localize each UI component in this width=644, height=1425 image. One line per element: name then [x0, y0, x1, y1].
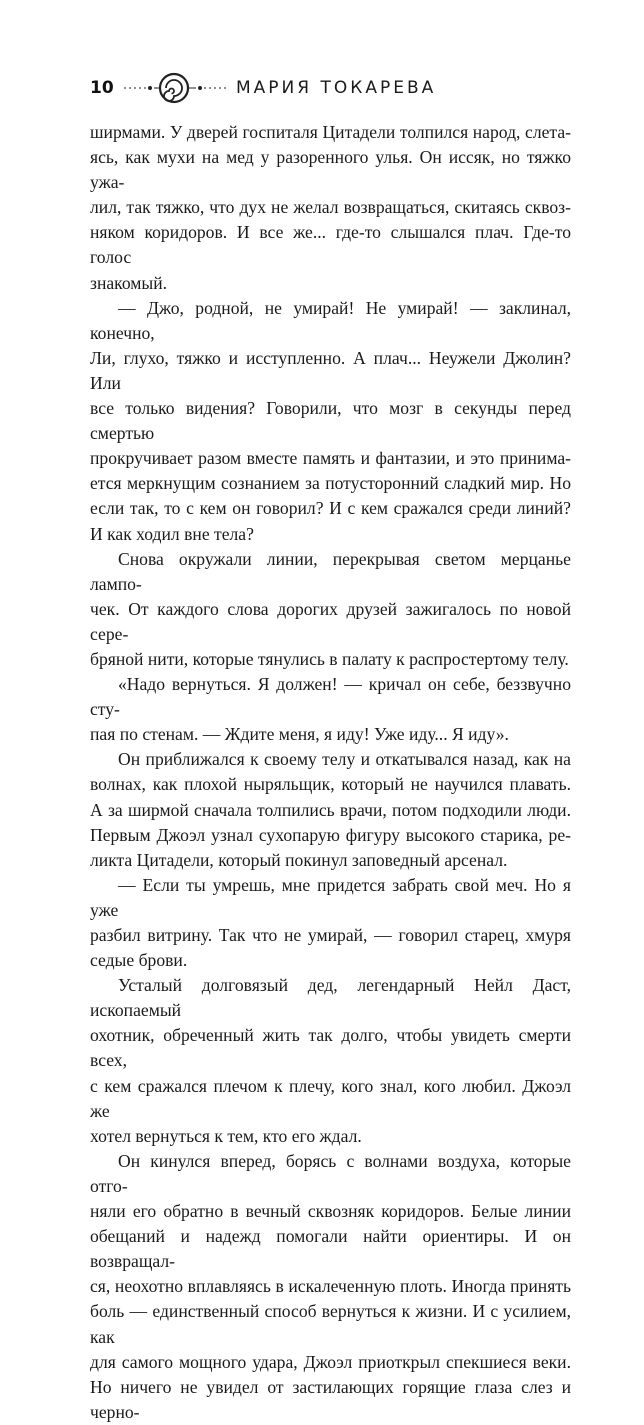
text-line: лил, так тяжко, что дух не желал возвращаться, скитаясь сквоз-	[90, 197, 571, 218]
text-line: Усталый долговязый дед, легендарный Нейл Даст, ископаемый	[90, 975, 571, 1021]
text-line: чек. От каждого слова дорогих друзей зажигалось по новой сере-	[90, 598, 571, 644]
text-line: ся, неохотно вплавляясь в искалеченную плоть. Иногда принять	[90, 1276, 571, 1297]
text-line: ется меркнущим сознанием за потусторонний сладкий мир. Но	[90, 473, 571, 494]
text-line: седые брови.	[90, 950, 188, 971]
text-line: волнах, как плохой ныряльщик, который не научился плавать.	[90, 774, 571, 795]
text-line: с кем сражался плечом к плечу, кого знал, кого любил. Джоэл же	[90, 1075, 571, 1121]
text-line: прокручивает разом вместе память и фантазии, и это принима-	[90, 448, 571, 469]
text-line: И как ходил вне тела?	[90, 523, 254, 544]
running-header	[90, 66, 560, 110]
text-line: пая по стенам. — Ждите меня, я иду! Уже иду... Я иду».	[90, 724, 509, 745]
text-line: А за ширмой сначала толпились врачи, потом подходили люди.	[90, 799, 571, 820]
text-line: — Джо, родной, не умирай! Не умирай! — заклинал, конечно,	[90, 297, 571, 343]
text-line: охотник, обреченный жить так долго, чтобы увидеть смерти всех,	[90, 1025, 571, 1071]
paragraph	[90, 672, 571, 747]
text-line: ликта Цитадели, который покинул заповедный арсенал.	[90, 849, 508, 870]
text-line: Он приближался к своему телу и откатывался назад, как на	[118, 749, 571, 770]
author-name: МАРИЯ ТОКАРЕВА	[236, 78, 437, 98]
text-line: «Надо вернуться. Я должен! — кричал он себе, беззвучно сту-	[90, 674, 571, 720]
text-line: для самого мощного удара, Джоэл приоткрыл спекшиеся веки.	[90, 1351, 571, 1372]
text-line: ширмами. У дверей госпиталя Цитадели толпился народ, слета-	[90, 122, 571, 142]
text-line: Ли, глухо, тяжко и исступленно. А плач... Неужели Джолин? Или	[90, 347, 571, 393]
text-line: ясь, как мухи на мед у разоренного улья. Он иссяк, но тяжко ужа-	[90, 147, 571, 193]
paragraph	[90, 547, 571, 672]
text-line: няли его обратно в вечный сквозняк коридоров. Белые линии	[90, 1201, 571, 1222]
text-line: если так, то с кем он говорил? И с кем сражался среди линий?	[90, 498, 571, 519]
paragraph	[90, 747, 571, 872]
text-line: знакомый.	[90, 272, 168, 293]
paragraph	[90, 120, 571, 296]
text-line: Но ничего не увидел от застилающих горящие глаза слез и черно-	[90, 1376, 571, 1422]
page-body-text	[90, 120, 571, 1425]
text-line: обещаний и надежд помогали найти ориентиры. И он возвращал-	[90, 1226, 571, 1272]
text-line: Снова окружали линии, перекрывая светом мерцанье лампо-	[90, 548, 571, 594]
paragraph	[90, 873, 571, 973]
paragraph	[90, 1149, 571, 1425]
paragraph	[90, 296, 571, 547]
text-line: бряной нити, которые тянулись в палату к распростертому телу.	[90, 648, 569, 669]
text-line: — Если ты умрешь, мне придется забрать свой меч. Но я уже	[90, 874, 571, 920]
text-line: разбил витрину. Так что не умирай, — говорил старец, хмуря	[90, 925, 571, 945]
text-line: Он кинулся вперед, борясь с волнами воздуха, которые отго-	[90, 1150, 571, 1196]
text-line: боль — единственный способ вернуться к жизни. И с усилием, как	[90, 1301, 571, 1347]
spiral-ornament-icon	[120, 66, 230, 110]
text-line: Первым Джоэл узнал сухопарую фигуру высокого старика, ре-	[90, 824, 571, 845]
text-line: няком коридоров. И все же... где-то слышался плач. Где-то голос	[90, 222, 571, 268]
page-number: 10	[90, 78, 114, 98]
text-line: хотел вернуться к тем, кто его ждал.	[90, 1125, 362, 1146]
text-line: все только видения? Говорили, что мозг в секунды перед смертью	[90, 398, 571, 444]
